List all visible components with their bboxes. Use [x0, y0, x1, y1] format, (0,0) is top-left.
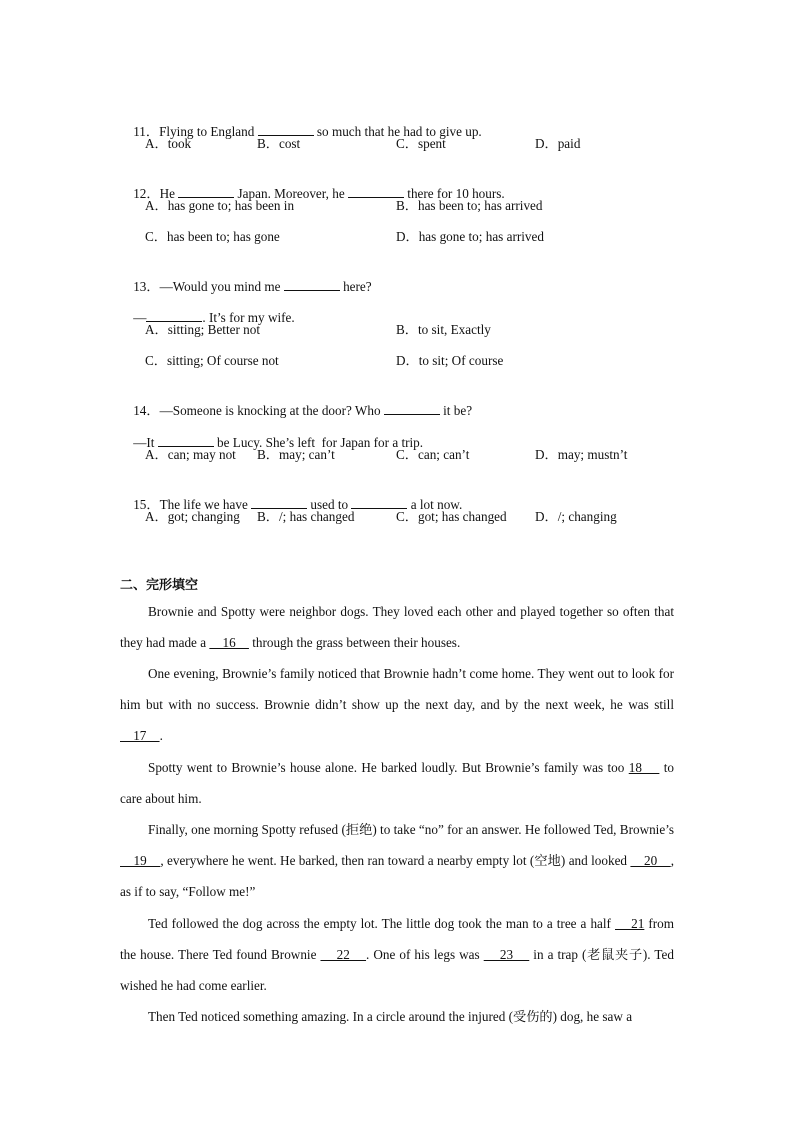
- gap-21: 21: [615, 916, 645, 931]
- option-b: B．has been to; has arrived: [396, 198, 543, 213]
- option-a: A．has gone to; has been in: [145, 198, 295, 213]
- passage-text: .: [159, 728, 163, 743]
- gap-18: 18: [628, 760, 660, 775]
- passage-paragraph-6: [120, 1001, 674, 1032]
- option-a: A．sitting; Better not: [145, 322, 261, 337]
- gap-16: 16: [209, 635, 249, 650]
- answer-blank: [348, 184, 404, 198]
- passage-text: through the grass between their houses.: [248, 635, 461, 650]
- question-text: it be?: [443, 403, 473, 418]
- gap-19: 19: [120, 853, 161, 868]
- option-b: B．may; can’t: [257, 447, 335, 462]
- answer-blank: [146, 308, 202, 322]
- passage-text: in a trap (老鼠夹子). Ted wished he had come earlier.: [120, 947, 674, 993]
- passage-text: Spotty went to Brownie’s house alone. He barked loudly. But Brownie’s family was too: [148, 760, 629, 775]
- gap-20: 20: [630, 853, 671, 868]
- question-number: 13．: [133, 279, 160, 294]
- question-number: 12．: [133, 186, 160, 201]
- option-c: C．can; can’t: [396, 447, 470, 462]
- question-text: The life we have: [159, 497, 248, 512]
- answer-blank: [284, 277, 340, 291]
- question-text: used to: [310, 497, 349, 512]
- gap-17: 17: [120, 728, 160, 743]
- question-text: there for 10 hours.: [407, 186, 505, 201]
- passage-text: from the house. There Ted found Brownie: [120, 916, 675, 962]
- answer-blank: [258, 122, 314, 136]
- question-number: 11．: [133, 124, 160, 139]
- gap-23: 23: [483, 947, 530, 962]
- answer-blank: [158, 433, 214, 447]
- passage-text: , as if to say, “Follow me!”: [120, 853, 675, 899]
- option-c: C．got; has changed: [396, 509, 507, 524]
- passage-text: Then Ted noticed something amazing. In a circle around the injured (受伤的) dog, he saw a: [148, 1009, 633, 1024]
- option-b: B．/; has changed: [257, 509, 355, 524]
- question-text: —Would you mind me: [159, 279, 281, 294]
- passage-paragraph-5: [120, 908, 674, 1001]
- answer-blank: [251, 495, 307, 509]
- section-title: 二、完形填空: [120, 578, 199, 593]
- answer-blank: [351, 495, 407, 509]
- passage-paragraph-4: [120, 814, 674, 907]
- answer-blank: [384, 401, 440, 415]
- passage-paragraph-1: [120, 596, 674, 658]
- question-text: Flying to England: [159, 124, 255, 139]
- dialogue-text: —It: [133, 435, 155, 450]
- option-c: C．has been to; has gone: [145, 229, 280, 244]
- passage-text: Ted followed the dog across the empty lot. The little dog took the man to a tree a half: [148, 916, 615, 931]
- passage-paragraph-2: [120, 658, 674, 751]
- option-c: C．sitting; Of course not: [145, 353, 279, 368]
- option-d: D．/; changing: [535, 509, 617, 524]
- passage-text: . One of his legs was: [366, 947, 484, 962]
- passage-text: , everywhere he went. He barked, then ran toward a nearby empty lot (空地) and looked: [160, 853, 631, 868]
- option-a: A．can; may not: [145, 447, 236, 462]
- gap-22: 22: [320, 947, 367, 962]
- dialogue-text: . It’s for my wife.: [202, 310, 295, 325]
- passage-paragraph-3: [120, 752, 674, 814]
- option-b: B．cost: [257, 136, 301, 151]
- passage-text: to care about him.: [120, 760, 674, 806]
- question-text: He: [159, 186, 175, 201]
- passage-text: One evening, Brownie’s family noticed that Brownie hadn’t come home. They went out to look for him but with no success. Brownie didn’t show up the next day, and by the next week, he was still: [120, 666, 674, 712]
- dialogue-text: be Lucy. She’s left for Japan for a trip.: [217, 435, 424, 450]
- question-text: here?: [343, 279, 372, 294]
- question-text: a lot now.: [410, 497, 463, 512]
- passage-text: Brownie and Spotty were neighbor dogs. They loved each other and played together so often that they had made a: [120, 604, 674, 650]
- option-b: B．to sit, Exactly: [396, 322, 491, 337]
- question-text: so much that he had to give up.: [316, 124, 482, 139]
- question-text: —Someone is knocking at the door? Who: [159, 403, 381, 418]
- question-number: 14．: [133, 403, 160, 418]
- option-a: A．took: [145, 136, 192, 151]
- option-d: D．has gone to; has arrived: [396, 229, 544, 244]
- passage-text: Finally, one morning Spotty refused (拒绝) to take “no” for an answer. He followed Ted, Brownie’s: [148, 822, 674, 837]
- option-a: A．got; changing: [145, 509, 240, 524]
- option-d: D．to sit; Of course: [396, 353, 504, 368]
- answer-blank: [178, 184, 234, 198]
- option-d: D．paid: [535, 136, 581, 151]
- question-text: Japan. Moreover, he: [237, 186, 345, 201]
- option-d: D．may; mustn’t: [535, 447, 628, 462]
- dialogue-dash: —: [133, 310, 147, 325]
- option-c: C．spent: [396, 136, 446, 151]
- question-number: 15．: [133, 497, 160, 512]
